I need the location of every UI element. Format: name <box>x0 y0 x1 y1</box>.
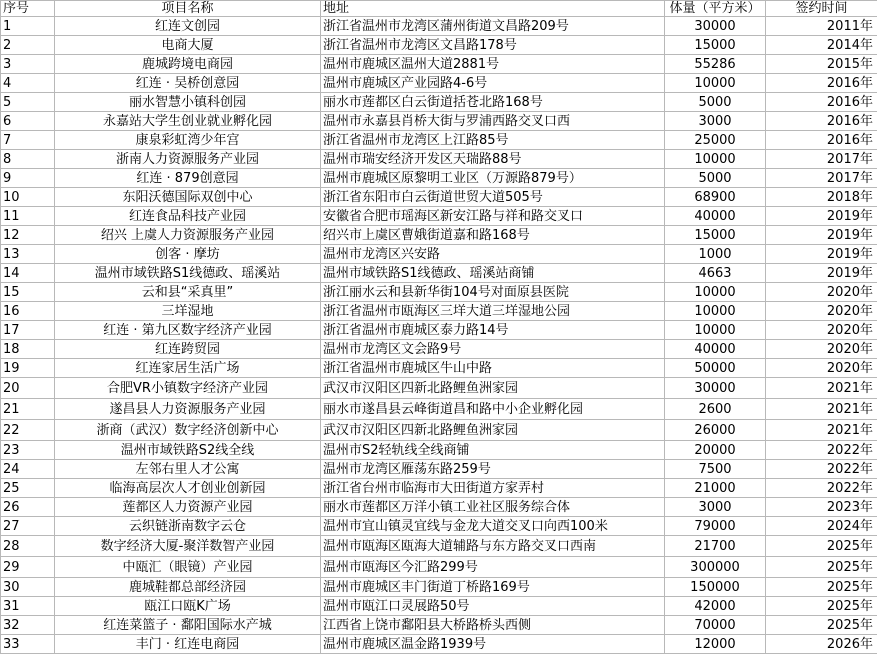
row-index: 9 <box>1 169 55 188</box>
table-row <box>1 378 877 399</box>
row-index: 22 <box>1 420 55 441</box>
row-project-name: 丽水智慧小镇科创园 <box>55 93 321 112</box>
header-address: 地址 <box>321 1 665 17</box>
row-project-name: 瓯江口瓯K广场 <box>55 597 321 616</box>
row-volume: 42000 <box>665 597 766 616</box>
row-project-name: 电商大厦 <box>55 36 321 55</box>
row-address: 温州市鹿城区丰门街道丁桥路169号 <box>321 578 665 597</box>
row-volume: 10000 <box>665 283 766 302</box>
row-sign-year: 2018年 <box>766 188 877 207</box>
row-address: 丽水市遂昌县云峰街道昌和路中小企业孵化园 <box>321 399 665 420</box>
row-sign-year: 2020年 <box>766 321 877 340</box>
header-project-name: 项目名称 <box>55 1 321 17</box>
header-volume: 体量（平方米） <box>665 1 766 17</box>
row-project-name: 红连 · 879创意园 <box>55 169 321 188</box>
table-row <box>1 36 877 55</box>
row-address: 浙江省东阳市白云街道世贸大道505号 <box>321 188 665 207</box>
row-address: 武汉市汉阳区四新北路鲤鱼洲家园 <box>321 420 665 441</box>
row-sign-year: 2021年 <box>766 420 877 441</box>
row-volume: 55286 <box>665 55 766 74</box>
row-address: 安徽省合肥市瑶海区新安江路与祥和路交叉口 <box>321 207 665 226</box>
row-address: 温州市龙湾区雁荡东路259号 <box>321 460 665 479</box>
row-sign-year: 2023年 <box>766 498 877 517</box>
row-project-name: 康泉彩虹湾少年宫 <box>55 131 321 150</box>
row-volume: 40000 <box>665 207 766 226</box>
table-row <box>1 578 877 597</box>
table-row <box>1 55 877 74</box>
table-row <box>1 283 877 302</box>
row-sign-year: 2025年 <box>766 557 877 578</box>
table-row <box>1 74 877 93</box>
row-index: 13 <box>1 245 55 264</box>
table-row <box>1 399 877 420</box>
row-volume: 70000 <box>665 616 766 635</box>
table-row <box>1 207 877 226</box>
row-volume: 10000 <box>665 150 766 169</box>
row-sign-year: 2021年 <box>766 378 877 399</box>
row-sign-year: 2017年 <box>766 150 877 169</box>
row-volume: 1000 <box>665 245 766 264</box>
table-row <box>1 245 877 264</box>
row-index: 31 <box>1 597 55 616</box>
row-volume: 15000 <box>665 226 766 245</box>
row-address: 绍兴市上虞区曹娥街道嘉和路168号 <box>321 226 665 245</box>
row-index: 32 <box>1 616 55 635</box>
row-index: 27 <box>1 517 55 536</box>
table-row <box>1 536 877 557</box>
row-address: 浙江省温州市鹿城区牛山中路 <box>321 359 665 378</box>
row-project-name: 鹿城跨境电商园 <box>55 55 321 74</box>
row-project-name: 红连文创园 <box>55 17 321 36</box>
row-project-name: 浙商（武汉）数字经济创新中心 <box>55 420 321 441</box>
row-volume: 20000 <box>665 441 766 460</box>
row-sign-year: 2014年 <box>766 36 877 55</box>
row-project-name: 绍兴 上虞人力资源服务产业园 <box>55 226 321 245</box>
row-sign-year: 2016年 <box>766 131 877 150</box>
row-address: 丽水市莲都区万洋小镇工业社区服务综合体 <box>321 498 665 517</box>
row-project-name: 红连家居生活广场 <box>55 359 321 378</box>
row-address: 浙江省温州市龙湾区文昌路178号 <box>321 36 665 55</box>
row-address: 浙江省台州市临海市大田街道方家弄村 <box>321 479 665 498</box>
table-row <box>1 302 877 321</box>
row-project-name: 中瓯汇（眼镜）产业园 <box>55 557 321 578</box>
row-project-name: 丰门 · 红连电商园 <box>55 635 321 654</box>
row-index: 23 <box>1 441 55 460</box>
row-project-name: 云和县“采真里” <box>55 283 321 302</box>
row-sign-year: 2020年 <box>766 340 877 359</box>
table-row <box>1 359 877 378</box>
row-sign-year: 2021年 <box>766 399 877 420</box>
row-project-name: 临海高层次人才创业创新园 <box>55 479 321 498</box>
row-project-name: 左邻右里人才公寓 <box>55 460 321 479</box>
table-row <box>1 169 877 188</box>
row-project-name: 遂昌县人力资源服务产业园 <box>55 399 321 420</box>
row-sign-year: 2025年 <box>766 536 877 557</box>
row-project-name: 温州市域铁路S2线全线 <box>55 441 321 460</box>
row-address: 温州市鹿城区温州大道2881号 <box>321 55 665 74</box>
row-address: 温州市龙湾区文会路9号 <box>321 340 665 359</box>
row-index: 33 <box>1 635 55 654</box>
row-index: 30 <box>1 578 55 597</box>
table-row <box>1 441 877 460</box>
header-row <box>1 1 877 17</box>
row-index: 29 <box>1 557 55 578</box>
row-address: 温州市S2轻轨线全线商铺 <box>321 441 665 460</box>
row-address: 浙江丽水云和县新华街104号对面原县医院 <box>321 283 665 302</box>
row-address: 浙江省温州市瓯海区三垟大道三垟湿地公园 <box>321 302 665 321</box>
row-volume: 15000 <box>665 36 766 55</box>
row-index: 6 <box>1 112 55 131</box>
row-index: 16 <box>1 302 55 321</box>
table-row <box>1 517 877 536</box>
row-index: 1 <box>1 17 55 36</box>
row-volume: 26000 <box>665 420 766 441</box>
row-project-name: 东阳沃德国际双创中心 <box>55 188 321 207</box>
row-volume: 150000 <box>665 578 766 597</box>
row-volume: 10000 <box>665 302 766 321</box>
row-address: 温州市鹿城区原黎明工业区（万源路879号） <box>321 169 665 188</box>
row-volume: 12000 <box>665 635 766 654</box>
row-volume: 2600 <box>665 399 766 420</box>
row-volume: 25000 <box>665 131 766 150</box>
row-project-name: 三垟湿地 <box>55 302 321 321</box>
row-index: 26 <box>1 498 55 517</box>
row-index: 14 <box>1 264 55 283</box>
row-volume: 68900 <box>665 188 766 207</box>
row-sign-year: 2016年 <box>766 74 877 93</box>
row-address: 温州市瓯海区瓯海大道辅路与东方路交叉口西南 <box>321 536 665 557</box>
row-project-name: 红连菜篮子 · 鄱阳国际水产城 <box>55 616 321 635</box>
row-index: 21 <box>1 399 55 420</box>
row-volume: 10000 <box>665 321 766 340</box>
row-volume: 7500 <box>665 460 766 479</box>
table-row <box>1 321 877 340</box>
row-address: 温州市鹿城区温金路1939号 <box>321 635 665 654</box>
row-sign-year: 2016年 <box>766 112 877 131</box>
row-project-name: 红连跨贸园 <box>55 340 321 359</box>
table-row <box>1 479 877 498</box>
table-row <box>1 498 877 517</box>
table-row <box>1 17 877 36</box>
row-index: 19 <box>1 359 55 378</box>
row-sign-year: 2019年 <box>766 226 877 245</box>
row-project-name: 鹿城鞋都总部经济园 <box>55 578 321 597</box>
row-project-name: 红连食品科技产业园 <box>55 207 321 226</box>
row-address: 温州市瑞安经济开发区天瑞路88号 <box>321 150 665 169</box>
row-address: 温州市龙湾区兴安路 <box>321 245 665 264</box>
row-address: 温州市瓯海区今汇路299号 <box>321 557 665 578</box>
row-project-name: 温州市域铁路S1线德政、瑶溪站 <box>55 264 321 283</box>
row-volume: 3000 <box>665 112 766 131</box>
table-row <box>1 597 877 616</box>
row-sign-year: 2024年 <box>766 517 877 536</box>
row-address: 浙江省温州市龙湾区蒲州街道文昌路209号 <box>321 17 665 36</box>
row-project-name: 莲都区人力资源产业园 <box>55 498 321 517</box>
row-sign-year: 2019年 <box>766 245 877 264</box>
row-index: 28 <box>1 536 55 557</box>
row-index: 20 <box>1 378 55 399</box>
table-row <box>1 112 877 131</box>
row-address: 温州市永嘉县肖桥大街与罗浦西路交叉口西 <box>321 112 665 131</box>
row-sign-year: 2025年 <box>766 597 877 616</box>
table-row <box>1 420 877 441</box>
table-row <box>1 616 877 635</box>
header-sign-year: 签约时间 <box>766 1 877 17</box>
row-index: 12 <box>1 226 55 245</box>
table-row <box>1 264 877 283</box>
row-address: 温州市域铁路S1线德政、瑶溪站商铺 <box>321 264 665 283</box>
row-index: 17 <box>1 321 55 340</box>
table-row <box>1 340 877 359</box>
row-sign-year: 2019年 <box>766 207 877 226</box>
row-volume: 21000 <box>665 479 766 498</box>
table-row <box>1 150 877 169</box>
row-index: 25 <box>1 479 55 498</box>
row-volume: 300000 <box>665 557 766 578</box>
header-index: 序号 <box>1 1 55 17</box>
row-project-name: 永嘉站大学生创业就业孵化园 <box>55 112 321 131</box>
table-row <box>1 460 877 479</box>
row-index: 18 <box>1 340 55 359</box>
row-project-name: 红连 · 第九区数字经济产业园 <box>55 321 321 340</box>
row-sign-year: 2017年 <box>766 169 877 188</box>
row-volume: 50000 <box>665 359 766 378</box>
row-project-name: 合肥VR小镇数字经济产业园 <box>55 378 321 399</box>
row-index: 15 <box>1 283 55 302</box>
row-volume: 30000 <box>665 17 766 36</box>
table-row <box>1 93 877 112</box>
row-volume: 40000 <box>665 340 766 359</box>
row-sign-year: 2019年 <box>766 264 877 283</box>
row-address: 温州市鹿城区产业园路4-6号 <box>321 74 665 93</box>
row-index: 10 <box>1 188 55 207</box>
row-index: 24 <box>1 460 55 479</box>
row-project-name: 云织链浙南数字云仓 <box>55 517 321 536</box>
row-project-name: 创客 · 摩坊 <box>55 245 321 264</box>
row-sign-year: 2022年 <box>766 441 877 460</box>
row-sign-year: 2022年 <box>766 460 877 479</box>
row-index: 7 <box>1 131 55 150</box>
row-volume: 21700 <box>665 536 766 557</box>
table-row <box>1 557 877 578</box>
table-body <box>1 17 877 654</box>
row-sign-year: 2020年 <box>766 283 877 302</box>
row-address: 温州市宜山镇灵宜线与金龙大道交叉口向西100米 <box>321 517 665 536</box>
row-sign-year: 2025年 <box>766 578 877 597</box>
row-index: 8 <box>1 150 55 169</box>
row-sign-year: 2016年 <box>766 93 877 112</box>
row-index: 5 <box>1 93 55 112</box>
table-row <box>1 226 877 245</box>
row-index: 4 <box>1 74 55 93</box>
row-project-name: 数字经济大厦-聚洋数智产业园 <box>55 536 321 557</box>
row-project-name: 红连 · 吴桥创意园 <box>55 74 321 93</box>
row-address: 浙江省温州市鹿城区泰力路14号 <box>321 321 665 340</box>
row-address: 温州市瓯江口灵展路50号 <box>321 597 665 616</box>
row-index: 11 <box>1 207 55 226</box>
row-volume: 5000 <box>665 93 766 112</box>
table-row <box>1 188 877 207</box>
row-volume: 79000 <box>665 517 766 536</box>
table-row <box>1 131 877 150</box>
row-sign-year: 2015年 <box>766 55 877 74</box>
row-sign-year: 2026年 <box>766 635 877 654</box>
row-project-name: 浙南人力资源服务产业园 <box>55 150 321 169</box>
row-index: 2 <box>1 36 55 55</box>
row-address: 武汉市汉阳区四新北路鲤鱼洲家园 <box>321 378 665 399</box>
row-address: 丽水市莲都区白云街道括苍北路168号 <box>321 93 665 112</box>
row-volume: 5000 <box>665 169 766 188</box>
row-index: 3 <box>1 55 55 74</box>
row-volume: 4663 <box>665 264 766 283</box>
row-address: 浙江省温州市龙湾区上江路85号 <box>321 131 665 150</box>
row-sign-year: 2025年 <box>766 616 877 635</box>
row-volume: 30000 <box>665 378 766 399</box>
row-address: 江西省上饶市鄱阳县大桥路桥头西侧 <box>321 616 665 635</box>
row-sign-year: 2020年 <box>766 302 877 321</box>
row-sign-year: 2011年 <box>766 17 877 36</box>
row-sign-year: 2020年 <box>766 359 877 378</box>
row-sign-year: 2022年 <box>766 479 877 498</box>
row-volume: 3000 <box>665 498 766 517</box>
row-volume: 10000 <box>665 74 766 93</box>
